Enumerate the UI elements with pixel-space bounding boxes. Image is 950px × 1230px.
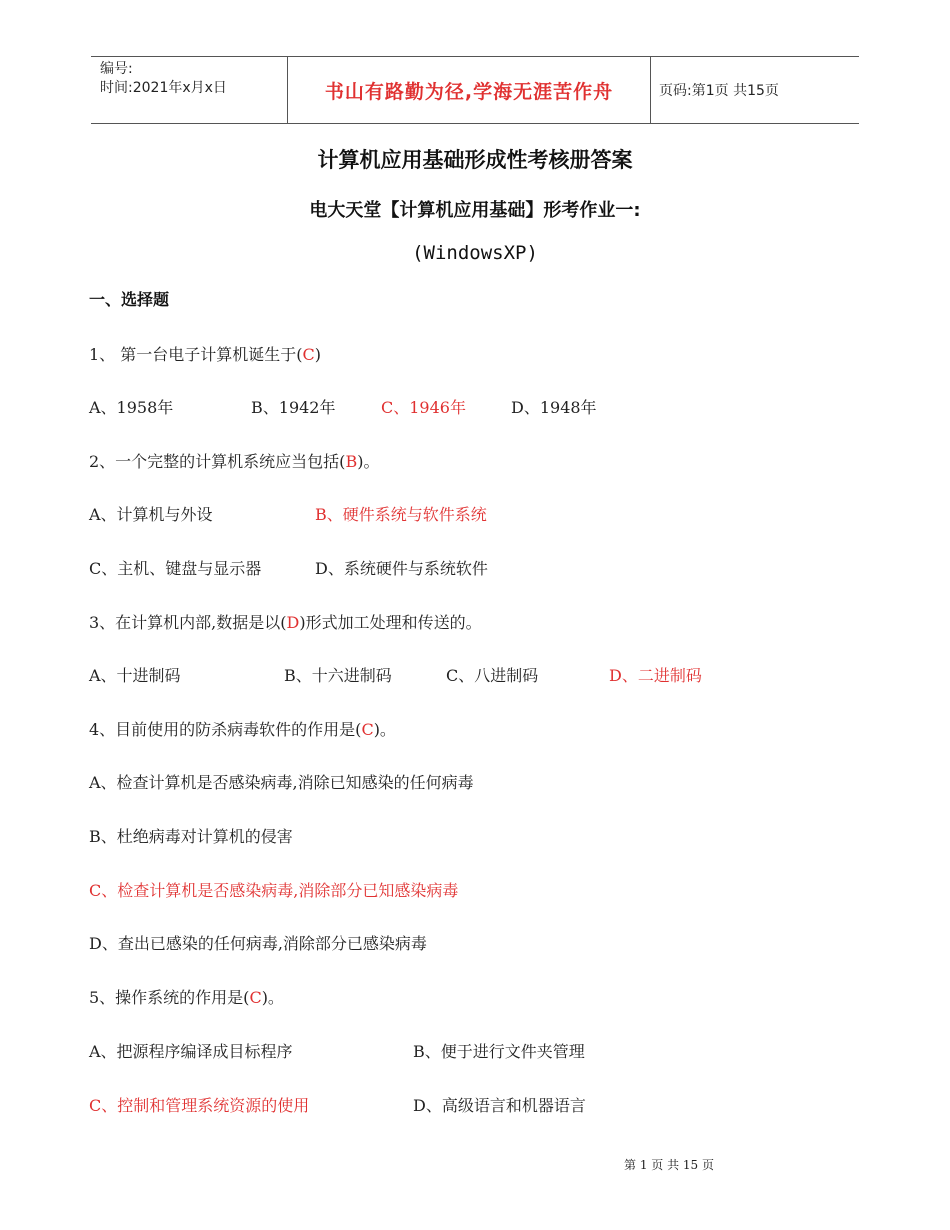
- page-footer: 第 1 页 共 15 页: [624, 1158, 714, 1172]
- option-c: C、控制和管理系统资源的使用: [89, 1096, 310, 1115]
- option-d: D、1948年: [511, 398, 597, 417]
- option-a: A、1958年: [89, 398, 174, 417]
- header-page-info: 页码:第1页 共15页: [659, 83, 779, 99]
- option-c: C、1946年: [381, 398, 466, 417]
- question-2: [89, 449, 379, 472]
- option-a: A、十进制码: [89, 666, 181, 685]
- option-c: C、检查计算机是否感染病毒,消除部分已知感染病毒: [89, 881, 459, 900]
- question-5-options-cd: [89, 1093, 789, 1115]
- question-5-options-ab: [89, 1039, 789, 1061]
- question-5-answer: C: [249, 988, 262, 1007]
- question-3-stem-end: )形式加工处理和传送的。: [299, 613, 482, 632]
- question-2-stem-end: )。: [357, 452, 380, 471]
- option-b: B、杜绝病毒对计算机的侵害: [89, 827, 293, 846]
- question-3: [89, 610, 482, 633]
- option-b: B、便于进行文件夹管理: [413, 1042, 585, 1061]
- option-b: B、硬件系统与软件系统: [315, 505, 487, 524]
- question-3-answer: D: [286, 613, 300, 632]
- option-a: A、检查计算机是否感染病毒,消除已知感染的任何病毒: [89, 773, 474, 792]
- header-motto: 书山有路勤为径,学海无涯苦作舟: [287, 57, 651, 123]
- question-5-stem: 5、操作系统的作用是(: [89, 988, 250, 1007]
- question-1-answer: C: [302, 345, 315, 364]
- option-d: D、系统硬件与系统软件: [315, 559, 488, 578]
- page-header: [91, 56, 859, 124]
- option-d: D、二进制码: [609, 666, 702, 685]
- question-2-options-ab: [89, 502, 789, 524]
- time-label: 时间:2021年x月x日: [100, 80, 227, 96]
- question-5-stem-end: )。: [261, 988, 284, 1007]
- question-2-stem: 2、一个完整的计算机系统应当包括(: [89, 452, 346, 471]
- option-a: A、把源程序编译成目标程序: [89, 1042, 293, 1061]
- question-4-stem: 4、目前使用的防杀病毒软件的作用是(: [89, 720, 362, 739]
- header-meta: [91, 57, 287, 123]
- number-label: 编号:: [100, 61, 133, 77]
- question-4-answer: C: [361, 720, 374, 739]
- option-d: D、高级语言和机器语言: [413, 1096, 586, 1115]
- document-subtitle: 电大天堂【计算机应用基础】形考作业一:: [309, 200, 641, 221]
- question-3-options: [89, 663, 789, 685]
- question-4: [89, 717, 396, 740]
- question-2-answer: B: [345, 452, 358, 471]
- question-1: [89, 342, 321, 365]
- section-heading: 一、选择题: [89, 290, 170, 309]
- question-1-stem: 1、 第一台电子计算机诞生于(: [89, 345, 303, 364]
- option-a: A、计算机与外设: [89, 505, 213, 524]
- option-b: B、十六进制码: [284, 666, 392, 685]
- option-b: B、1942年: [251, 398, 336, 417]
- document-subtitle-2: (WindowsXP): [412, 242, 538, 264]
- question-4-stem-end: )。: [373, 720, 396, 739]
- question-5: [89, 985, 284, 1008]
- question-1-options: [89, 395, 789, 417]
- option-d: D、查出已感染的任何病毒,消除部分已感染病毒: [89, 934, 427, 953]
- option-c: C、主机、键盘与显示器: [89, 559, 262, 578]
- document-title: 计算机应用基础形成性考核册答案: [317, 148, 633, 172]
- question-1-stem-end: ): [314, 345, 322, 364]
- option-c: C、八进制码: [446, 666, 539, 685]
- question-2-options-cd: [89, 556, 789, 578]
- question-3-stem: 3、在计算机内部,数据是以(: [89, 613, 287, 632]
